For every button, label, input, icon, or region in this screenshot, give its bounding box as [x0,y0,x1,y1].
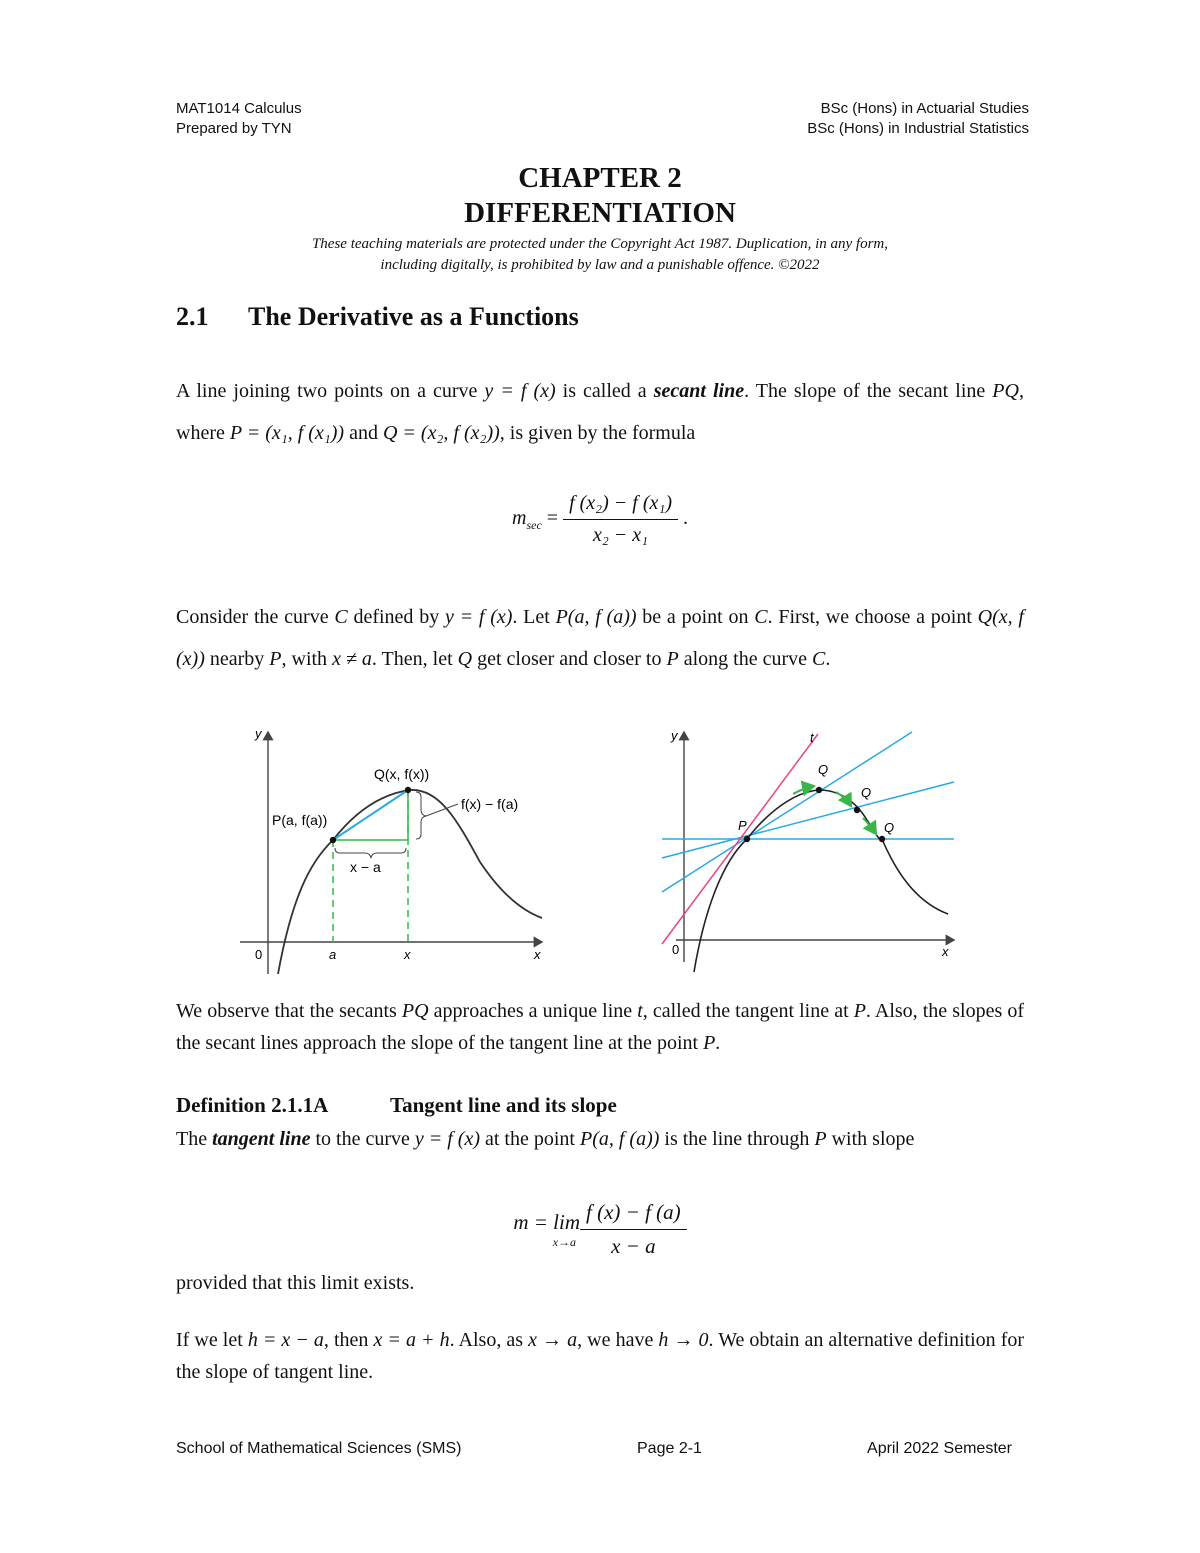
text-run: along the curve [678,648,812,670]
symbol-c: C [811,648,826,670]
chapter-title: DIFFERENTIATION [464,197,736,229]
equation-y-fx: y = f (x) [484,380,556,402]
rise-label: f(x) − f(a) [461,796,519,812]
equation-h-to-0: h → 0 [658,1329,709,1351]
a-tick-label: a [329,947,337,962]
header-prepared: Prepared by TYN [176,120,292,137]
paragraph-secant-line [176,370,1024,454]
footer-semester: April 2022 Semester [867,1440,1012,1457]
term-tangent-line: tangent line [212,1128,311,1150]
text-run: , with [281,648,333,670]
definition-title: Tangent line and its slope [390,1093,617,1117]
symbol-p: P [814,1128,827,1150]
equation-point-q: Q = (x₂, f (x₂)) [382,422,500,444]
equation-x-ne-a: x ≠ a [332,648,372,670]
formula-secant-slope [0,492,1200,547]
fraction-denominator: x₂ − x₁ [592,524,649,546]
figure-tangent-limit [656,722,966,984]
point-q-2 [854,807,860,813]
rise-leader [426,804,458,816]
text-run: , then [323,1329,374,1351]
point-q-1 [816,787,822,793]
run-label: x − a [350,859,381,875]
text-run: with slope [826,1128,915,1150]
equation-x-to-a: x → a [528,1329,578,1351]
text-run: If we let [176,1329,248,1351]
p-label: P [738,818,747,833]
text-run: and [344,422,383,444]
text-run: A line joining two points on a curve [176,380,485,402]
copyright-notice-line-1: These teaching materials are protected under the Copyright Act 1987. Duplication, in any form, [311,236,889,252]
text-run: . We obtain an alternative definition for the slope of tangent line. [176,1329,1025,1383]
y-axis-label: y [255,726,262,741]
header-programme-1: BSc (Hons) in Actuarial Studies [820,100,1029,117]
text-run: , we have [577,1329,659,1351]
q-label: Q(x, f(x)) [374,766,430,782]
text-run: get closer and closer to [472,648,667,670]
text-run: approaches a unique line [428,1000,638,1022]
symbol-pq: PQ [992,380,1019,402]
fraction [580,1200,687,1259]
footer-page-number: Page 2-1 [637,1440,702,1457]
fraction-numerator: f (x) − f (a) [580,1200,687,1230]
text-run: nearby [204,648,270,670]
symbol-p: P [703,1032,716,1054]
secant-line-2 [662,782,954,858]
text-run: . Also, the slopes of the secant lines approach the slope of the tangent line at the point [176,1000,1024,1054]
origin-label: 0 [672,942,680,957]
equation-h: h = x − a [247,1329,324,1351]
text-run: . [825,648,831,670]
paragraph-curve-c [176,596,1024,680]
symbol-c: C [334,606,348,628]
term-secant-line: secant line [653,380,745,402]
equation-point-p: P(a, f (a)) [555,606,637,628]
symbol-t: t [637,1000,643,1022]
chapter-number: CHAPTER 2 [518,162,682,194]
equation-x: x = a + h [373,1329,450,1351]
equation-point-q: Q(x, f (x)) [176,606,1024,670]
copyright-notice-line-2: including digitally, is prohibited by law and a punishable offence. ©2022 [380,257,820,273]
point-q [405,787,411,793]
origin-label: 0 [255,947,263,962]
q-label-3: Q [884,820,895,835]
x-axis-label: x [942,944,949,959]
point-q-3 [879,836,885,842]
section-title: The Derivative as a Functions [248,302,579,331]
fraction-denominator: x − a [611,1234,656,1258]
limit-operator [513,1210,580,1250]
section-number: 2.1 [176,302,209,331]
limit-subscript: x→a [552,1234,577,1249]
text-run: at the point [480,1128,580,1150]
text-run: . Also, as [449,1329,529,1351]
text-run: is the line through [659,1128,815,1150]
formula-lhs: m [512,507,527,530]
fraction-numerator: f (x₂) − f (x₁) [563,492,678,520]
x-tick-label: x [404,947,411,962]
equation-y-fx: y = f (x) [414,1128,480,1150]
text-run: defined by [347,606,445,628]
header-programme-2: BSc (Hons) in Industrial Statistics [807,120,1029,137]
text-run: is called a [555,380,654,402]
symbol-pq: PQ [401,1000,429,1022]
rise-brace [416,792,426,839]
text-run: to the curve [310,1128,415,1150]
point-p [330,837,336,843]
equation-point-p: P = (x₁, f (x₁)) [229,422,345,444]
q-label-2: Q [861,785,872,800]
secant-line-3 [662,732,912,892]
text-run: Consider the curve [176,606,335,628]
definition-number: Definition 2.1.1A [176,1093,329,1117]
symbol-c: C [754,606,768,628]
tangent-label: t [810,730,814,745]
p-label: P(a, f(a)) [272,812,328,828]
symbol-p: P [853,1000,866,1022]
paragraph-alternative-definition [176,1324,1024,1388]
period: . [677,507,688,530]
paragraph-tangent-observation [176,995,1024,1059]
figure-secant-line [230,722,560,984]
approach-arrow-3 [863,818,876,834]
text-run: . The slope of the secant line [744,380,993,402]
symbol-p: P [269,648,282,670]
equals-sign: = [541,507,564,530]
q-label-1: Q [818,762,829,777]
text-run: The [176,1128,213,1150]
text-run: . Let [512,606,556,628]
text-run: . First, we choose a point [767,606,978,628]
text-run: be a point on [636,606,755,628]
secant-line [333,790,408,840]
header-course: MAT1014 Calculus [176,100,302,117]
definition-body [176,1118,1024,1160]
formula-tangent-slope [0,1200,1200,1259]
run-brace [335,848,406,858]
formula-lhs: m = lim [513,1209,581,1234]
text-run: . [715,1032,721,1054]
text-run: . Then, let [371,648,458,670]
paragraph-limit-exists: provided that this limit exists. [176,1272,415,1294]
y-axis-label: y [671,728,678,743]
formula-subscript: sec [526,518,542,533]
fraction [563,492,678,547]
text-run: , is given by the formula [499,422,696,444]
text-run: , where [176,380,1024,444]
equation-y-fx: y = f (x) [444,606,513,628]
point-p [744,836,750,842]
symbol-q: Q [457,648,473,670]
x-axis-label: x [534,947,541,962]
equation-point-p: P(a, f (a)) [579,1128,660,1150]
symbol-p: P [666,648,679,670]
text-run: , called the tangent line at [642,1000,854,1022]
footer-school: School of Mathematical Sciences (SMS) [176,1440,462,1457]
text-run: We observe that the secants [176,1000,402,1022]
